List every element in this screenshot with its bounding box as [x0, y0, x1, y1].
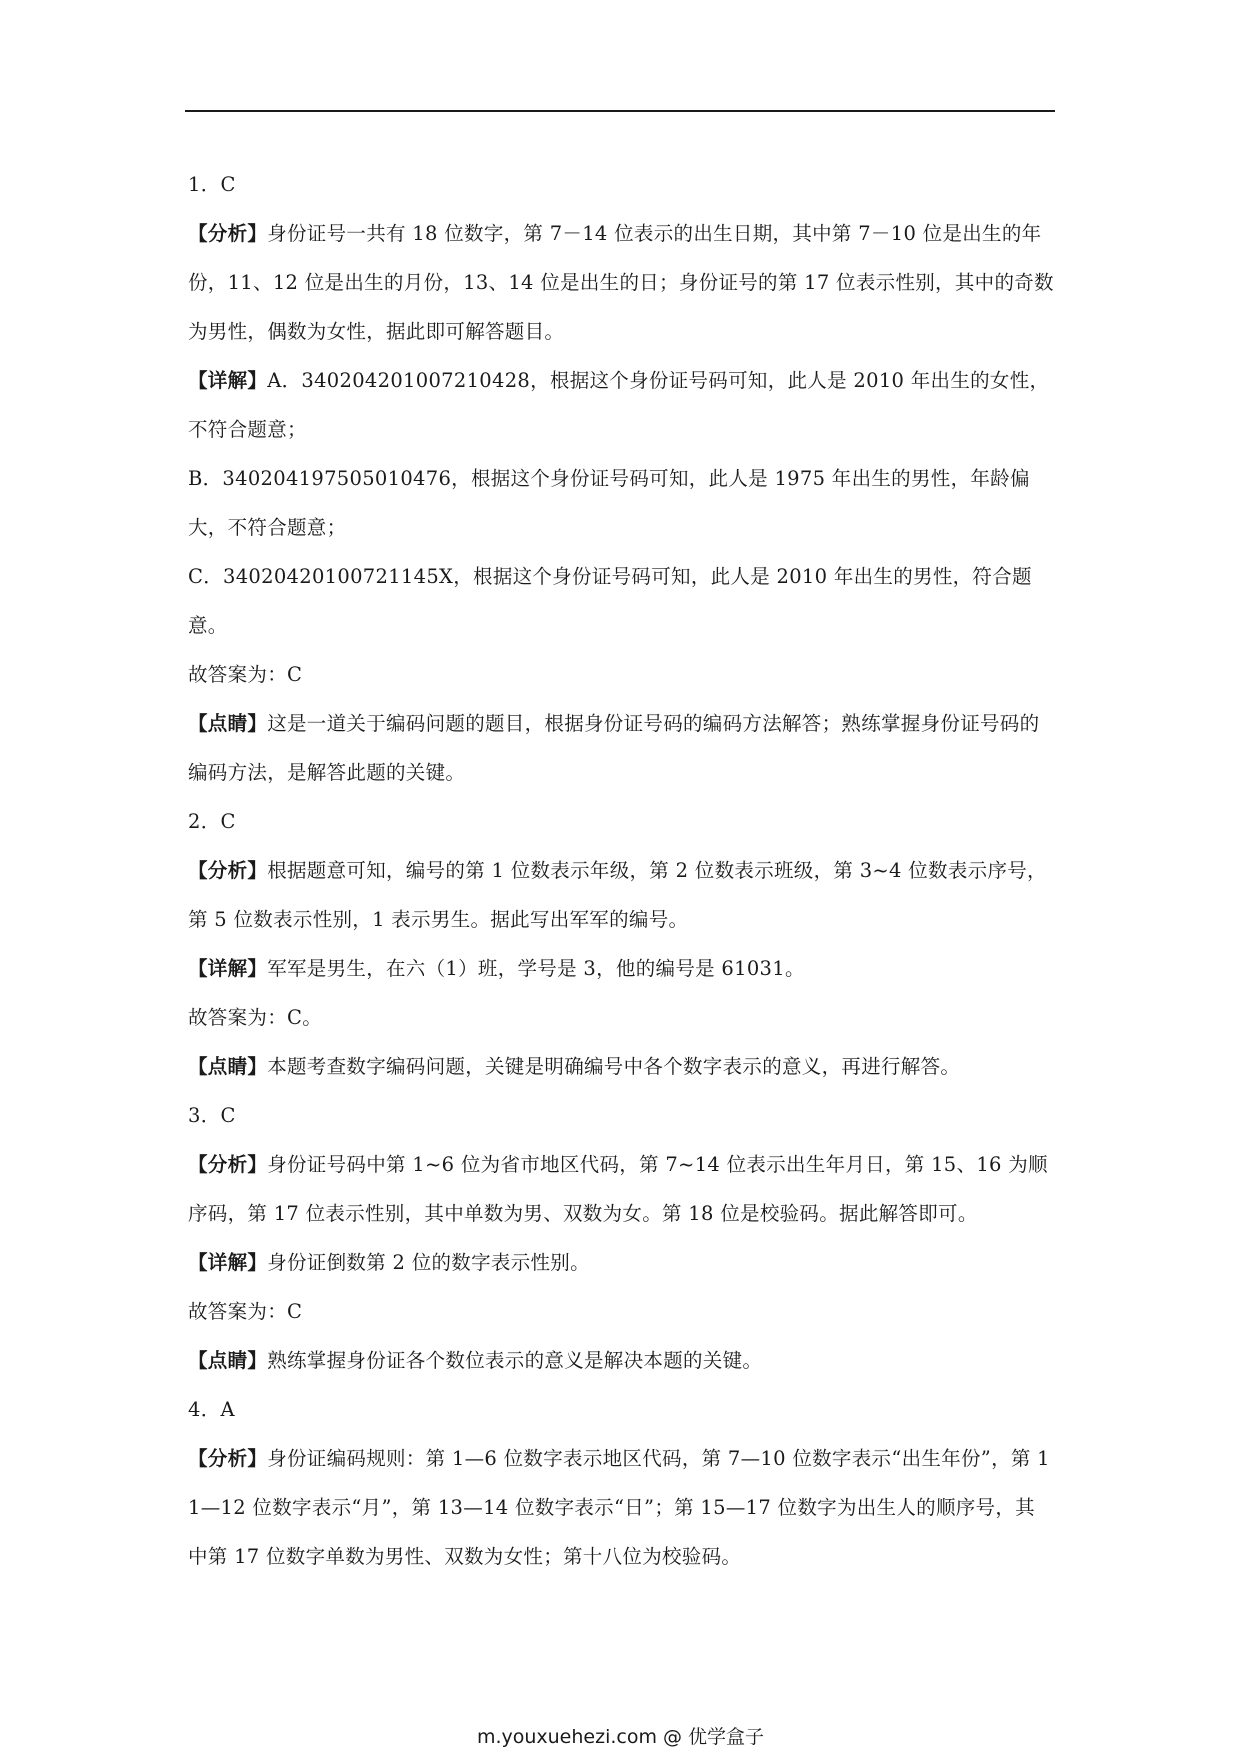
comment-paragraph: 【点睛】本题考查数字编码问题，关键是明确编号中各个数字表示的意义，再进行解答。 [188, 1055, 961, 1078]
answer-line: 故答案为：C。 [188, 1006, 323, 1029]
header-rule [185, 110, 1055, 112]
answer-heading-1: 1．C [188, 173, 236, 196]
comment-tag: 【点睛】 [188, 1349, 268, 1372]
detail-option-c: C．34020420100721145X，根据这个身份证号码可知，此人是 2010 年出生的男性，符合题意。 [188, 565, 1032, 637]
analysis-paragraph: 【分析】身份证号码中第 1~6 位为省市地区代码，第 7~14 位表示出生年月日，第 15、16 为顺序码，第 17 位表示性别，其中单数为男、双数为女。第 18 位是校验码。据此解答即可。 [188, 1153, 1048, 1225]
analysis-paragraph: 【分析】身份证号一共有 18 位数字，第 7－14 位表示的出生日期，其中第 7－10 位是出生的年份，11、12 位是出生的月份，13、14 位是出生的日；身份证号的第 17 位表示性别，其中的奇数为男性，偶数为女性，据此即可解答题目。 [188, 222, 1054, 343]
answer-content [188, 160, 1054, 1581]
analysis-paragraph: 【分析】根据题意可知，编号的第 1 位数表示年级，第 2 位数表示班级，第 3~4 位数表示序号，第 5 位数表示性别，1 表示男生。据此写出军军的编号。 [188, 859, 1047, 931]
answer-line: 故答案为：C [188, 663, 303, 686]
answer-heading-2: 2．C [188, 810, 236, 833]
detail-tag: 【详解】 [188, 1251, 268, 1274]
analysis-tag: 【分析】 [188, 222, 268, 245]
detail-paragraph: 【详解】军军是男生，在六（1）班，学号是 3，他的编号是 61031。 [188, 957, 805, 980]
detail-paragraph: 【详解】身份证倒数第 2 位的数字表示性别。 [188, 1251, 590, 1274]
detail-paragraph: 【详解】A．340204201007210428，根据这个身份证号码可知，此人是 2010 年出生的女性，不符合题意； [188, 369, 1050, 441]
detail-option-b: B．340204197505010476，根据这个身份证号码可知，此人是 1975 年出生的男性，年龄偏大，不符合题意； [188, 467, 1030, 539]
comment-tag: 【点睛】 [188, 1055, 268, 1078]
analysis-tag: 【分析】 [188, 1153, 268, 1176]
analysis-tag: 【分析】 [188, 1447, 268, 1470]
analysis-paragraph: 【分析】身份证编码规则：第 1—6 位数字表示地区代码，第 7—10 位数字表示“出生年份”，第 11—12 位数字表示“月”，第 13—14 位数字表示“日”；第 15—17 位数字为出生人的顺序号，其中第 17 位数字单数为男性、双数为女性；第十八位为校验码。 [188, 1447, 1050, 1568]
detail-tag: 【详解】 [188, 369, 268, 392]
answer-heading-3: 3．C [188, 1104, 236, 1127]
answer-line: 故答案为：C [188, 1300, 303, 1323]
comment-paragraph: 【点睛】这是一道关于编码问题的题目，根据身份证号码的编码方法解答；熟练掌握身份证号码的编码方法，是解答此题的关键。 [188, 712, 1040, 784]
comment-tag: 【点睛】 [188, 712, 268, 735]
comment-paragraph: 【点睛】熟练掌握身份证各个数位表示的意义是解决本题的关键。 [188, 1349, 763, 1372]
footer-watermark: m.youxuehezi.com @ 优学盒子 [476, 1726, 765, 1748]
analysis-tag: 【分析】 [188, 859, 268, 882]
answer-heading-4: 4．A [188, 1398, 235, 1421]
detail-tag: 【详解】 [188, 957, 268, 980]
